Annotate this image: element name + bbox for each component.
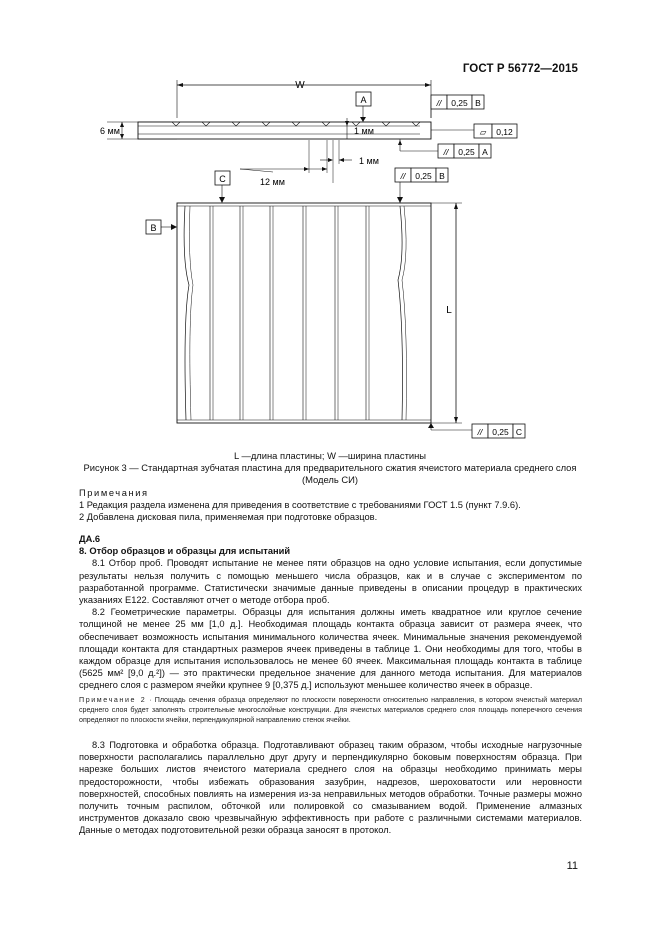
datum-a: A xyxy=(360,95,367,105)
tolerance-flatness xyxy=(431,124,517,138)
svg-text:0,25: 0,25 xyxy=(415,171,432,181)
figure-legend: L —длина пластины; W —ширина пластины xyxy=(233,450,427,461)
svg-text:A: A xyxy=(482,147,488,157)
svg-text:0,25: 0,25 xyxy=(492,427,509,437)
note-2-heading: Примечание 2 xyxy=(79,696,147,704)
svg-text:0,12: 0,12 xyxy=(496,127,513,137)
svg-text://: // xyxy=(436,98,442,108)
tolerance-parallelism-a xyxy=(398,139,491,158)
svg-text:B: B xyxy=(475,98,481,108)
dim-12mm: 12 мм xyxy=(260,177,285,187)
svg-text:▱: ▱ xyxy=(479,127,487,137)
svg-text:B: B xyxy=(439,171,445,181)
tolerance-parallelism-b2 xyxy=(395,168,448,203)
svg-text:0,25: 0,25 xyxy=(451,98,468,108)
datum-b: B xyxy=(150,223,157,233)
paragraph-8-3-block xyxy=(79,739,582,837)
svg-text://: // xyxy=(443,147,449,157)
svg-text://: // xyxy=(400,171,406,181)
notes-block xyxy=(79,487,579,524)
standard-number: ГОСТ Р 56772—2015 xyxy=(462,63,578,75)
note-1: 1 Редакция раздела изменена для приведения в соответствие с требованиями ГОСТ 1.5 (пункт 7.9.6). xyxy=(79,500,521,511)
figure-caption-model: (Модель СИ) xyxy=(301,474,358,485)
notes-heading: Примечания xyxy=(79,488,149,498)
svg-text:C: C xyxy=(515,427,523,437)
tolerance-parallelism-c xyxy=(428,423,525,438)
plate-top-view xyxy=(177,203,431,423)
svg-text://: // xyxy=(477,427,483,437)
dim-1mm-b: 1 мм xyxy=(359,156,379,166)
w-label: W xyxy=(295,80,305,91)
figure-caption: Рисунок 3 — Стандартная зубчатая пластина для предварительного сжатия ячеистого материала среднего слоя xyxy=(83,462,577,473)
svg-text:0,25: 0,25 xyxy=(458,147,475,157)
note-2-text: · Площадь сечения образца определяют по плоскости поверхности относительно направления, в котором ячеистый материал среднего слоя будет заполнять строительные многослойные конструкции. Для ячеистых материалов среднего слоя площадь поперечного сечения определяют по плоскости ячейки, перпендикулярной направлению стенок ячейки. xyxy=(79,696,582,724)
page-number: 11 xyxy=(566,860,578,872)
paragraph-8-3: 8.3 Подготовка и обработка образца. Подготавливают образец таким образом, чтобы исходные нагрузочные поверхности располагались параллельно друг другу и перпендикулярно боковым поверхностям образца. При нарезке больших листов ячеистого материала среднего слоя на образцы необходимо принимать меры предосторожности, чтобы избежать образования зазубрин, надрезов, шероховатости или неровности поверхностей, способных повлиять на измерения из-за неправильных методов обработки. Точные размеры можно получить точным распилом, обточкой или полировкой со смазыванием водой. Применение алмазных инструментов доказало свою чрезвычайную эффективность при работе с различными системами материалов. Данные о методах подготовительной резки образца заносят в протокол. xyxy=(79,740,582,836)
note-2: 2 Добавлена дисковая пила, применяемая при подготовке образцов. xyxy=(79,512,378,523)
figure-drawing xyxy=(0,0,661,460)
paragraph-8-1: 8.1 Отбор проб. Проводят испытание не менее пяти образцов на одно условие испытания, если допустимые результаты нельзя получить с помощью меньшего числа образцов, как и в случае с экспериментом по разработанной программе. Статистически значимые данные приведены в описании процедур в практических указаниях E122. Составляют отчет о методе отбора проб. xyxy=(79,558,582,606)
section-body xyxy=(79,533,582,692)
section-id: ДА.6 xyxy=(79,534,101,544)
dim-1mm-a: 1 мм xyxy=(354,126,374,136)
section-title: 8. Отбор образцов и образцы для испытаний xyxy=(79,546,291,557)
paragraph-8-2: 8.2 Геометрические параметры. Образцы для испытания должны иметь квадратное или круглое сечение толщиной не менее 25 мм [1,0 д.]. Необходимая площадь контакта образца зависит от размера ячеек, что обеспечивает возможность испытания минимального количества ячеек. Минимальные значения рекомендуемой площади контакта для стандартных размеров ячеек приведены в таблице 1. Они необходимы для того, чтобы в каждом образце для испытания использовалось не менее 60 ячеек. Максимальная площадь контакта в таблице (5625 мм² [9,0 д.²]) — это практически предельное значение для данного метода испытания. Для материалов среднего слоя с размером ячейки крупнее 9 [0,375 д.] используют меньшее количество ячеек в образце. xyxy=(79,607,582,691)
thickness-label: 6 мм xyxy=(100,126,120,136)
datum-c: C xyxy=(219,174,226,184)
note-2-block xyxy=(79,695,582,725)
tolerance-parallelism-b xyxy=(431,95,484,118)
l-label: L xyxy=(446,305,452,316)
